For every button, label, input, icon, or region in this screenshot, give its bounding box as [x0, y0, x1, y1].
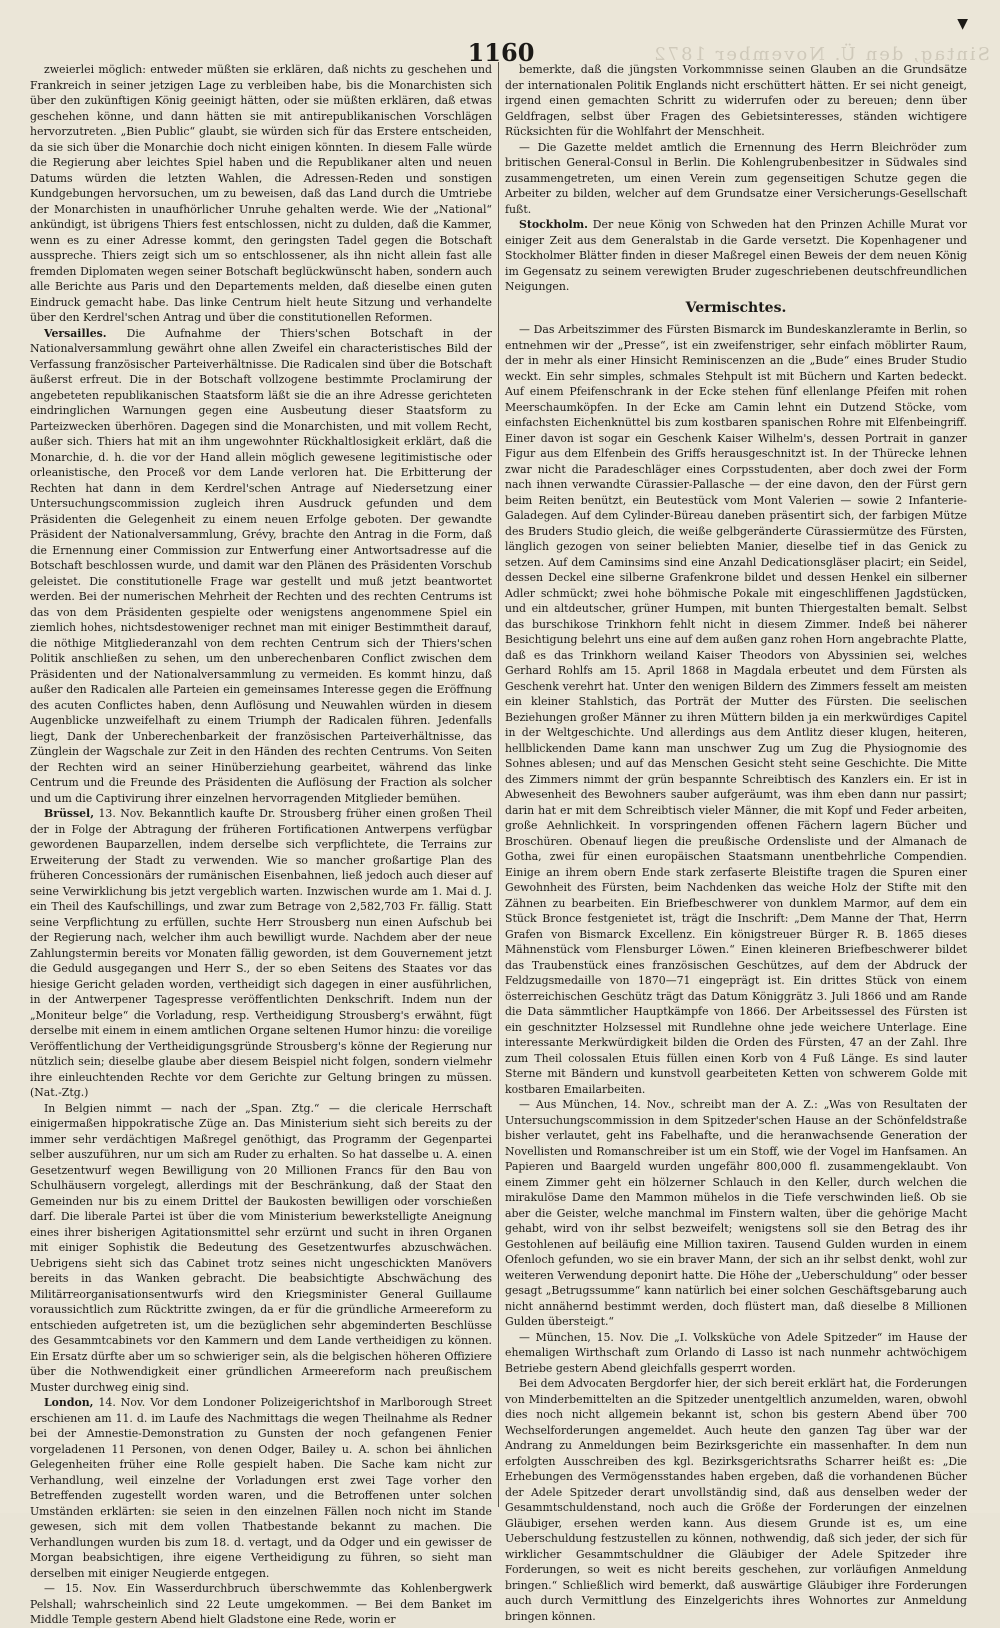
page-header	[30, 8, 990, 67]
article-paragraph	[30, 1395, 492, 1581]
paragraph-text: 13. Nov. Bekanntlich kaufte Dr. Strousberg früher einen großen Theil der in Folge der Abtragung der früheren Fortificationen Antwerpens verfügbar gewordenen Bauparzellen, indem derselbe sich verpflichtete, die Terrains zur Erweiterung der Stadt zu verwenden. Wie so mancher großartige Plan des früheren Concessionärs der rumänischen Eisenbahnen, ließ jedoch auch dieser auf seine Verwirklichung bis jetzt vergeblich warten. Inzwischen wurde am 1. Mai d. J. ein Theil des Kaufschillings, und zwar zum Betrage von 2,582,703 Fr. fällig. Statt seine Verpflichtung zu erfüllen, suchte Herr Strousberg nun einen Aufschub bei der Regierung nach, welcher ihm auch bewilligt wurde. Nachdem aber der neue Zahlungstermin bereits vor Monaten fällig geworden, ist dem Gouvernement jetzt die Geduld ausgegangen und Herr S., der so eben Seitens des Staates vor das hiesige Gericht geladen worden, vertheidigt sich dagegen in einer ausführlichen, in der Antwerpener Tagespresse veröffentlichten Denkschrift. Indem nun der „Moniteur belge“ die Vorladung, resp. Vertheidigung Strousberg's erwähnt, fügt derselbe mit einem in einem amtlichen Organe seltenen Humor hinzu: die voreilige Veröffentlichung der Vertheidigungsgründe Strousberg's könne der Regierung nur nützlich sein; dieselbe glaube aber diesem Beispiel nicht folgen, sondern vielmehr ihre einleuchtenden Rechte vor dem Gerichte zur Geltung bringen zu müssen. (Nat.-Ztg.)	[30, 807, 493, 1099]
text-columns	[30, 62, 972, 1626]
article-paragraph: bemerkte, daß die jüngsten Vorkommnisse seinen Glauben an die Grundsätze der internationalen Politik Englands nicht erschüttert hätten. Er sei nicht geneigt, irgend einen gemachten Schritt zu widerrufen oder zu bereuen; denn über Geldfragen, selbst über Fragen des Gebietsinteresses, ständen wichtigere Rücksichten für die Wohlfahrt der Menschheit.	[505, 63, 967, 138]
paragraph-text: Der neue König von Schweden hat den Prinzen Achille Murat vor einiger Zeit aus dem Generalstab in die Garde versetzt. Die Kopenhagener und Stockholmer Blätter finden in dieser Maßregel einen Beweis der dem neuen König im Gegensatz zu seinem verewigten Bruder zugeschriebenen deutschfreundlichen Neigungen.	[505, 218, 968, 293]
article-paragraph: — Die Gazette meldet amtlich die Ernennung des Herrn Bleichröder zum britischen General-Consul in Berlin. Die Kohlengrubenbesitzer in Südwales sind zusammengetreten, um einen Verein zum gegenseitigen Schutze gegen die Arbeiter zu bilden, welcher auf dem Grundsatze einer Versicherungs-Gesellschaft fußt.	[505, 140, 967, 216]
article-paragraph: — München, 15. Nov. Die „I. Volksküche von Adele Spitzeder“ im Hause der ehemaligen Wirthschaft zum Orlando di Lasso ist nach nunmehr achtwöchigem Betriebe gestern Abend gleichfalls gesperrt worden.	[505, 1330, 967, 1375]
article-paragraph: zweierlei möglich: entweder müßten sie erklären, daß nichts zu geschehen und Frankreich in seiner jetzigen Lage zu verbleiben habe, bis die Monarchisten sich über den zukünftigen König geeinigt hätten, oder sie müßten erklären, daß etwas geschehen könne, und dann hätten sie mit antirepublikanischen Vorschlägen hervorzutreten. „Bien Public“ glaubt, sie würden sich für das Erstere entscheiden, da sie sich über die Monarchie doch nicht einigen könnten. In diesem Falle würde die Regierung aber leichtes Spiel haben und die Republikaner alten und neuen Datums würden die letzten Wahlen, die Adressen-Reden und sonstigen Kundgebungen hervorsuchen, um zu beweisen, daß das Land durch die Umtriebe der Monarchisten in unaufhörlicher Unruhe gehalten werde. Wie der „National“ ankündigt, ist übrigens Thiers fest entschlossen, nicht zu dulden, daß die Kammer, wenn es zu einer Adresse kommt, den geringsten Tadel gegen die Botschaft ausspreche. Thiers zeigt sich um so entschlossener, als ihn nicht allein fast alle fremden Diplomaten wegen seiner Botschaft beglückwünscht haben, sondern auch alle Berichte aus Paris und den Departements melden, daß dieselbe einen guten Eindruck gemacht habe. Das linke Centrum hielt heute Sitzung und verhandelte über den Kerdrel'schen Antrag und über die constitutionellen Reformen.	[30, 63, 492, 324]
article-paragraph	[505, 217, 967, 295]
page-number: 1160	[467, 38, 535, 67]
column-divider	[498, 62, 499, 1507]
article-paragraph: — Aus München, 14. Nov., schreibt man der A. Z.: „Was von Resultaten der Untersuchungscommission in dem Spitzeder'schen Hause an der Schönfeldstraße bisher verlautet, geht ins Fabelhafte, und die heranwachsende Generation der Novellisten und Romanschreiber ist um ein Stoff, wie der Vogel im Hanfsamen. An Papieren und Baargeld wurden ungefähr 800,000 fl. zusammengeklaubt. Von einem Zimmer geht ein hölzerner Schlauch in den Keller, durch welchen die mirakulöse Dame den Mammon mühelos in die Tiefe verschwinden ließ. Ob sie aber die Geister, welche manchmal im Finstern walten, über die gehörige Macht gehabt, wird von ihr selbst bezweifelt; wenigstens soll sie den Betrag des ihr Gestohlenen auf beiläufig eine Million taxiren. Tausend Gulden wurden in einem Ofenloch gefunden, wo sie ein braver Mann, der sich an ihr selbst denkt, wohl zur weiteren Verwendung deponirt hatte. Die Höhe der „Ueberschuldung“ oder besser gesagt „Betrugssumme“ kann natürlich bei einer solchen Geschäftsgebarung auch nicht annähernd bestimmt werden, doch flüstert man, daß dieselbe 8 Millionen Gulden übersteigt.“	[505, 1098, 967, 1328]
article-paragraph	[30, 806, 492, 1101]
article-paragraph: Bei dem Advocaten Bergdorfer hier, der sich bereit erklärt hat, die Forderungen von Minderbemittelten an die Spitzeder unentgeltlich anzumelden, waren, obwohl dies noch nicht allgemein bekannt ist, schon bis gestern Abend über 700 Wechselforderungen angemeldet. Auch heute den ganzen Tag über war der Andrang zu Anmeldungen beim Bezirksgerichte ein massenhafter. In dem nun erfolgten Ausschreiben des kgl. Bezirksgerichtsraths Scharrer heißt es: „Die Erhebungen des Vermögensstandes haben ergeben, daß die vorhandenen Bücher der Adele Spitzeder derart unvollständig sind, daß aus denselben weder der Gesammtschuldenstand, noch auch die Größe der Forderungen der einzelnen Gläubiger, ersehen werden kann. Aus diesem Grunde ist es, um eine Ueberschuldung festzustellen zu können, nothwendig, daß sich jeder, der sich für wirklicher Gesammtschuldner die Gläubiger der Adele Spitzeder ihre Forderungen, so weit es nicht bereits geschehen, zur vorläufigen Anmeldung bringen.“ Schließlich wird bemerkt, daß auswärtige Gläubiger ihre Forderungen auch durch Vermittlung des Einzelgerichts ihres Wohnortes zur Anmeldung bringen können.	[505, 1377, 967, 1623]
dateline: London,	[44, 1396, 94, 1409]
right-column	[505, 62, 968, 1623]
paragraph-text: 14. Nov. Vor dem Londoner Polizeigerichtshof in Marlborough Street erschienen am 11. d. im Laufe des Nachmittags die wegen Theilnahme als Redner bei der Amnestie-Demonstration zu Gunsten der noch gefangenen Fenier vorgeladenen 11 Personen, von denen Odger, Bailey u. A. schon bei ähnlichen Gelegenheiten früher eine Rolle gespielt haben. Die Sache kam nicht zur Verhandlung, weil einzelne der Vorladungen erst zwei Tage vorher den Betreffenden zugestellt worden waren, und die Betroffenen unter solchen Umständen erklärten: sie seien in den einzelnen Fällen noch nicht im Stande gewesen, sich mit dem vollen Thatbestande bekannt zu machen. Die Verhandlungen wurden bis zum 18. d. vertagt, und da Odger und ein gewisser de Morgan beabsichtigen, ihre eigene Vertheidigung zu führen, so sieht man derselben mit einiger Neugierde entgegen.	[30, 1396, 492, 1580]
article-paragraph: — Das Arbeitszimmer des Fürsten Bismarck im Bundeskanzleramte in Berlin, so entnehmen wir der „Presse“, ist ein zweifenstriger, sehr einfach möblirter Raum, der in mehr als einer Hinsicht Reminiscenzen an die „Bude“ eines Bruder Studio weckt. Ein sehr simples, schmales Stehpult ist mit Büchern und Karten bedeckt. Auf einem Pfeifenschrank in der Ecke stehen fünf ellenlange Pfeifen mit rohen Meerschaumköpfen. In der Ecke am Camin lehnt ein Dutzend Stöcke, vom einfachsten Eichenknüttel bis zum kostbaren spanischen Rohre mit Elfenbeingriff. Einer davon ist sogar ein Geschenk Kaiser Wilhelm's, dessen Portrait in ganzer Figur aus dem Elfenbein des Griffs herausgeschnitzt ist. In der Thürecke lehnen zwar nicht die Paradeschläger eines Corpsstudenten, aber doch zwei der Form nach ihnen verwandte Cürassier-Pallasche — der eine davon, den der Fürst gern beim Reiten benützt, ein Beutestück vom Mont Valerien — sowie 2 Infanterie-Galadegen. Auf dem Cylinder-Büreau daneben präsentirt sich, der farbigen Mütze des Bruders Studio gleich, die weiße gelbgeränderte Cürassiermütze des Fürsten, länglich gezogen von seiner beliebten Manier, dieselbe tief in das Genick zu setzen. Auf dem Caminsims sind eine Anzahl Dedicationsgläser placirt; ein Seidel, dessen Deckel eine silberne Grafenkrone bildet und dessen Henkel ein silberner Adler schmückt; zwei hohe böhmische Pokale mit eingeschliffenen Jagdstücken, und ein altdeutscher, grüner Humpen, mit bunten Thiergestalten bemalt. Selbst das burschikose Trinkhorn fehlt nicht in diesem Zimmer. Indeß bei näherer Besichtigung belehrt uns eine auf dem außen ganz rohen Horn angebrachte Platte, daß es das Trinkhorn weiland Kaiser Theodors von Abyssinien sei, welches Gerhard Rohlfs am 15. April 1868 in Magdala erbeutet und dem Fürsten als Geschenk verehrt hat. Unter den wenigen Bildern des Zimmers fesselt am meisten ein kleiner Stahlstich, das Porträt der Mutter des Fürsten. Die seelischen Beziehungen großer Männer zu ihren Müttern bilden ja ein merkwürdiges Capitel in der Weltgeschichte. Und allerdings aus dem Antlitz dieser klugen, heiteren, hellblickenden Dame kann man unschwer Zug um Zug die Physiognomie des Sohnes ablesen; und auf das Menschen Gesicht steht seine Geschichte. Die Mitte des Zimmers nimmt der grün bespannte Schreibtisch des Kanzlers ein. Er ist in Abwesenheit des Bewohners sauber aufgeräumt, was ihm eben dann nur passirt; darin hat er mit dem Schreibtisch vieler Männer, die mit Kopf und Feder arbeiten, große Aehnlichkeit. In vorspringenden offenen Fächern lagern Bücher und Broschüren. Obenauf liegen die preußische Ordensliste und der Almanach de Gotha, zwei für einen europäischen Staatsmann unentbehrliche Compendien. Einige an ihrem obern Ende stark zerfaserte Bleistifte tragen die Spuren einer Gewohnheit des Fürsten, beim Nachdenken das weiche Holz der Stifte mit den Zähnen zu bearbeiten. Ein Briefbeschwerer von dunklem Marmor, auf dem ein Stück Bronce festgenietet ist, trägt die Inschrift: „Dem Manne der That, Herrn Grafen von Bismarck Excellenz. Ein königstreuer Bürger R. B. 1865 dieses Mähnenstück vom Flensburger Löwen.“ Einen kleineren Briefbeschwerer bildet das Traubenstück eines französischen Geschützes, auf dem der Abdruck der Feldzugsmedaille von 1870—71 eingeprägt ist. Ein drittes Stück von einem österreichischen Geschütz trägt das Datum Königgrätz 3. Juli 1866 und am Rande die Data sämmtlicher Hauptkämpfe von 1866. Der Arbeitssessel des Fürsten ist ein geschnitzter Holzsessel mit Rundlehne ohne jede weichere Unterlage. Eine interessante Merkwürdigkeit bilden die Orden des Fürsten, 47 an der Zahl. Ihre zum Theil colossalen Etuis füllen einen Korb von 4 Fuß Länge. Es sind lauter Sterne mit Bändern und kunstvoll gearbeiteten Ketten von schwerem Golde mit kostbaren Emailarbeiten.	[505, 323, 967, 1096]
paragraph-text: Die Aufnahme der Thiers'schen Botschaft in der Nationalversammlung gewährt ohne allen Zweifel ein characteristisches Bild der Verfassung französischer Parteiverhältnisse. Die Radicalen sind über die Botschaft äußerst erfreut. Die in der Botschaft vollzogene bestimmte Proclamirung der angebeteten republikanischen Staatsform läßt sie die an ihre Adresse gerichteten eindringlichen Warnungen gegen eine Ausbeutung dieser Staatsform zu Parteizwecken überhören. Dagegen sind die Monarchisten, und mit vollem Recht, außer sich. Thiers hat mit an ihm ungewohnter Rückhaltlosigkeit erklärt, daß die Monarchie, d. h. die vor der Hand allein möglich gewesene legitimistische oder orleanistische, den Proceß vor dem Lande verloren hat. Die Erbitterung der Rechten hat dann in dem Kerdrel'schen Antrage auf Niedersetzung einer Untersuchungscommission zugleich ihren Ausdruck gefunden und dem Präsidenten die Gelegenheit zu einem neuen Erfolge geboten. Der gewandte Präsident der Nationalversammlung, Grévy, brachte den Antrag in die Form, daß die Ernennung einer Commission zur Entwerfung einer Antwortsadresse auf die Botschaft beschlossen wurde, und damit war den Plänen des Präsidenten Vorschub geleistet. Die constitutionelle Frage war gestellt und muß jetzt beantwortet werden. Bei der numerischen Mehrheit der Rechten und des rechten Centrums ist das von dem Präsidenten gespielte oder wenigstens angenommene Spiel ein ziemlich hohes, nichtsdestoweniger rechnet man mit einiger Bestimmtheit darauf, die nöthige Mitgliederanzahl von dem rechten Centrum sich der Thiers'schen Politik anschließen zu sehen, um den unberechenbaren Conflict zwischen dem Präsidenten und der Nationalversammlung zu vermeiden. Es kommt hinzu, daß außer den Radicalen alle Parteien ein gemeinsames Interesse gegen die Eröffnung des acuten Conflictes haben, denn Auflösung und Neuwahlen würden in diesem Augenblicke unzweifelhaft zu einem Triumph der Radicalen führen. Jedenfalls liegt, Dank der Unberechenbarkeit der französischen Parteiverhältnisse, das Zünglein der Wagschale zur Zeit in den Händen des rechten Centrums. Von Seiten der Rechten wird an seiner Hinüberziehung gearbeitet, während das linke Centrum und die Freunde des Präsidenten die Auflösung der Fraction als solcher und um die Captivirung ihrer einzelnen hervorragenden Mitglieder bemühen.	[30, 326, 492, 805]
left-column	[30, 62, 493, 1626]
article-paragraph	[30, 326, 492, 807]
article-paragraph: — 15. Nov. Ein Wasserdurchbruch überschwemmte das Kohlenbergwerk Pelshall; wahrscheinlich sind 22 Leute umgekommen. — Bei dem Banket im Middle Temple gestern Abend hielt Gladstone eine Rede, worin er	[30, 1582, 492, 1626]
bleed-through-header: Sintag, den Ü. November 1872	[652, 44, 990, 65]
dateline: Versailles.	[44, 326, 107, 340]
article-paragraph: In Belgien nimmt — nach der „Span. Ztg.“ — die clericale Herrschaft einigermaßen hippokratische Züge an. Das Ministerium sieht sich bereits zu der immer sehr verdächtigen Maßregel genöthigt, das Programm der Gegenpartei selber auszuführen, nur um sich am Ruder zu erhalten. So hat dasselbe u. A. einen Gesetzentwurf wegen Bewilligung von 20 Millionen Francs für den Bau von Schulhäusern vorgelegt, allerdings mit der Beschränkung, daß der Staat den Gemeinden nur bis zu einem Drittel der Baukosten bewilligen oder vorschießen darf. Die liberale Partei ist über die vom Ministerium bewerkstelligte Aneignung eines ihrer bisherigen Agitationsmittel sehr erzürnt und sucht in ihren Organen mit einiger Sophistik die Bedeutung des Gesetzentwurfes abzuschwächen. Uebrigens sieht sich das Cabinet trotz seines nicht ungeschickten Manövers bereits in das Wanken gebracht. Die beabsichtigte Abschwächung des Militärreorganisationsentwurfs wird den Kriegsminister General Guillaume voraussichtlich zum Rücktritte zwingen, da er für die gründliche Armeereform zu entschieden aufgetreten ist, um die bezüglichen sehr abgeminderten Beschlüsse des Gesammtcabinets vor den Kammern und dem Lande vertheidigen zu können. Ein Ersatz dürfte aber um so schwieriger sein, als die belgischen höheren Offiziere über die Nothwendigkeit einer gründlichen Armeereform nach preußischem Muster durchweg einig sind.	[30, 1101, 492, 1394]
corner-mark: ▼	[957, 16, 968, 32]
dateline: Brüssel,	[44, 807, 94, 820]
section-heading: Vermischtes.	[685, 299, 787, 316]
dateline: Stockholm.	[519, 218, 588, 231]
